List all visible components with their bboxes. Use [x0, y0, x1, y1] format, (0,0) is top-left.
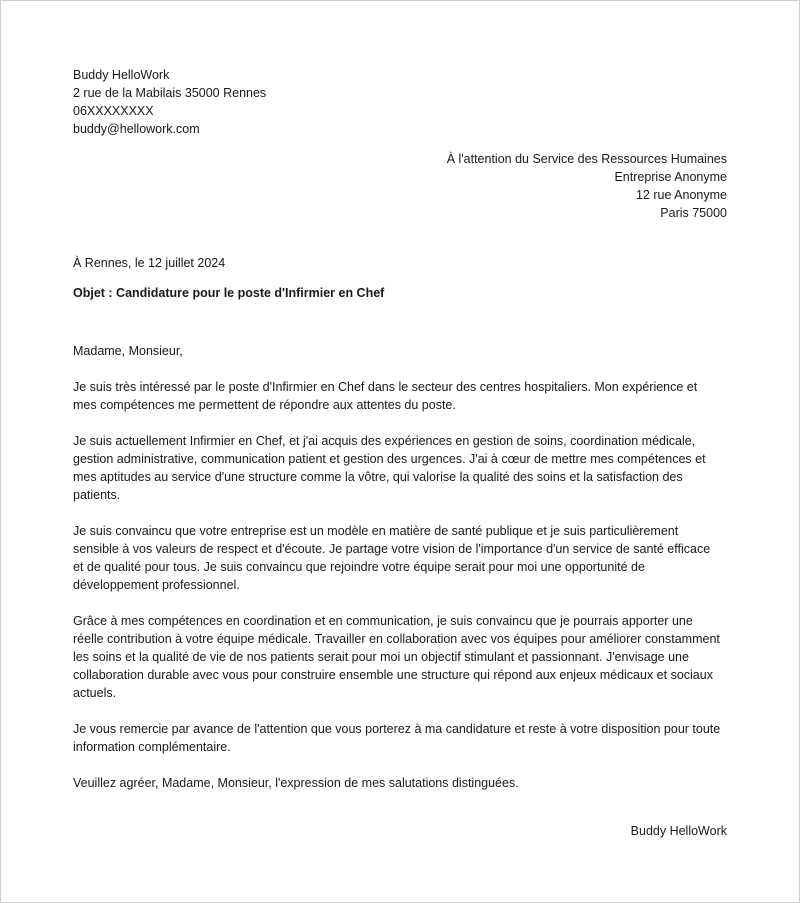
signature: Buddy HelloWork: [630, 824, 727, 838]
body-paragraph: Je suis convaincu que votre entreprise est un modèle en matière de santé publique et je suis particulièrement sensible à vos valeurs de respect et d'écoute. Je partage votre vision de l'importance d'un service de santé efficace et de qualité pour tous. Je suis convaincu que rejoindre votre équipe serait pour moi une opportunité de développement professionnel.: [73, 524, 711, 592]
sender-phone: 06XXXXXXXX: [73, 104, 154, 118]
sender-email: buddy@hellowork.com: [73, 122, 200, 136]
body-paragraph: Je suis actuellement Infirmier en Chef, et j'ai acquis des expériences en gestion de soins, coordination médicale, gestion administrative, communication patient et gestion des urgences. J'ai à cœur de mettre mes compétences et mes aptitudes au service d'une structure comme la vôtre, qui valorise la qualité des soins et la satisfaction des patients.: [73, 434, 706, 502]
recipient-street: 12 rue Anonyme: [635, 188, 727, 202]
recipient-company: Entreprise Anonyme: [614, 170, 727, 184]
letter-body: [73, 342, 723, 810]
body-paragraph: Je vous remercie par avance de l'attention que vous porterez à ma candidature et reste à votre disposition pour toute information complémentaire.: [73, 722, 721, 754]
closing-paragraph: Veuillez agréer, Madame, Monsieur, l'expression de mes salutations distinguées.: [73, 776, 519, 790]
recipient-block: [447, 150, 727, 222]
body-paragraph: Je suis très intéressé par le poste d'Infirmier en Chef dans le secteur des centres hospitaliers. Mon expérience et mes compétences me permettent de répondre aux attentes du poste.: [73, 380, 698, 412]
sender-address: 2 rue de la Mabilais 35000 Rennes: [73, 86, 267, 100]
date-line: À Rennes, le 12 juillet 2024: [73, 256, 226, 270]
salutation: Madame, Monsieur,: [73, 344, 183, 358]
sender-name: Buddy HelloWork: [73, 68, 170, 82]
recipient-attention: À l'attention du Service des Ressources Humaines: [446, 152, 727, 166]
recipient-city: Paris 75000: [660, 206, 727, 220]
subject-line: Objet : Candidature pour le poste d'Infirmier en Chef: [73, 286, 385, 300]
sender-block: [73, 66, 266, 138]
body-paragraph: Grâce à mes compétences en coordination et en communication, je suis convaincu que je pourrais apporter une réelle contribution à votre équipe médicale. Travailler en collaboration avec vos équipes pour améliorer constamment les soins et la qualité de vie de nos patients serait pour moi un objectif stimulant et passionnant. J'envisage une collaboration durable avec vous pour construire ensemble une structure qui répond aux enjeux médicaux et sociaux actuels.: [73, 614, 720, 700]
